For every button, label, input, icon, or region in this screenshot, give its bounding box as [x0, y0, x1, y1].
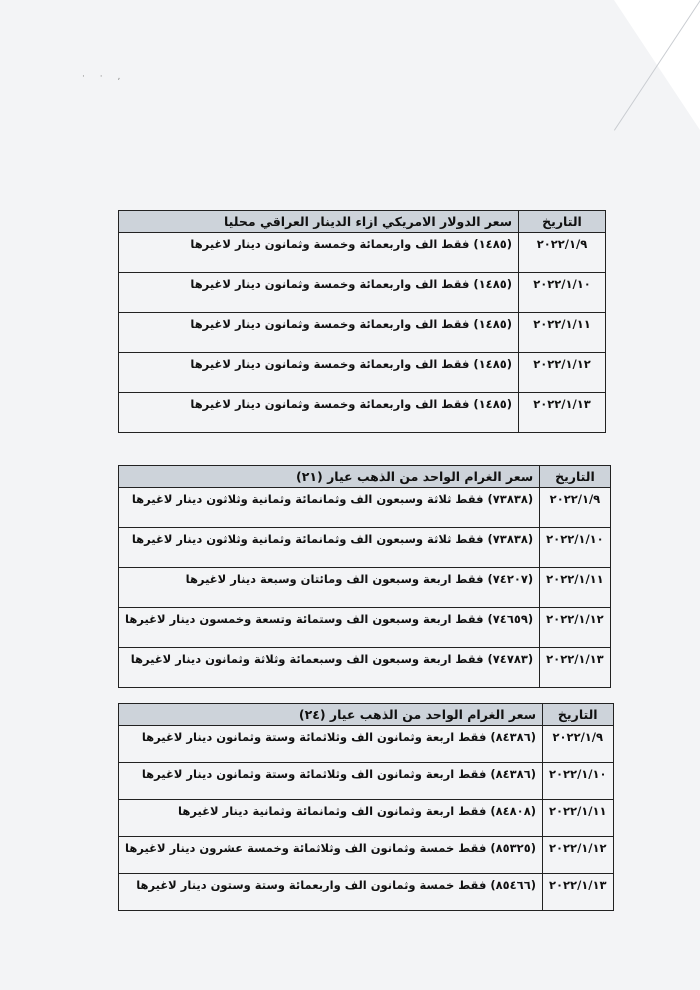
row-date: ٢٠٢٢/١/١٢ — [543, 837, 614, 874]
row-date: ٢٠٢٢/١/٩ — [543, 726, 614, 763]
row-price-text: (٨٤٨٠٨) فقط اربعة وثمانون الف وثمانمائة وثمانية دينار لاغيرها — [119, 800, 543, 837]
date-column-header: التاريخ — [543, 704, 614, 726]
row-date: ٢٠٢٢/١/٩ — [540, 488, 611, 528]
table-row — [119, 528, 611, 568]
row-price-text: (٧٤٢٠٧) فقط اربعة وسبعون الف ومائتان وسبعة دينار لاغيرها — [119, 568, 540, 608]
row-date: ٢٠٢٢/١/١١ — [540, 568, 611, 608]
table-title: سعر الدولار الامريكي ازاء الدينار العراقي محليا — [119, 211, 519, 233]
row-date: ٢٠٢٢/١/١٠ — [540, 528, 611, 568]
row-price-text: (١٤٨٥) فقط الف واربعمائة وخمسة وثمانون دينار لاغيرها — [119, 233, 519, 273]
row-price-text: (٨٥٤٦٦) فقط خمسة وثمانون الف واربعمائة وستة وستون دينار لاغيرها — [119, 874, 543, 911]
scan-specks: · · , — [82, 72, 127, 82]
row-price-text: (١٤٨٥) فقط الف واربعمائة وخمسة وثمانون دينار لاغيرها — [119, 313, 519, 353]
row-price-text: (٧٤٧٨٣) فقط اربعة وسبعون الف وسبعمائة وثلاثة وثمانون دينار لاغيرها — [119, 648, 540, 688]
table-title: سعر الغرام الواحد من الذهب عيار (٢٤) — [119, 704, 543, 726]
row-date: ٢٠٢٢/١/١٣ — [543, 874, 614, 911]
row-price-text: (١٤٨٥) فقط الف واربعمائة وخمسة وثمانون دينار لاغيرها — [119, 353, 519, 393]
row-price-text: (٨٤٣٨٦) فقط اربعة وثمانون الف وثلاثمائة وستة وثمانون دينار لاغيرها — [119, 726, 543, 763]
row-date: ٢٠٢٢/١/١٢ — [540, 608, 611, 648]
table-row — [119, 488, 611, 528]
table-row — [119, 273, 606, 313]
table-row — [119, 568, 611, 608]
row-price-text: (٨٤٣٨٦) فقط اربعة وثمانون الف وثلاثمائة وستة وثمانون دينار لاغيرها — [119, 763, 543, 800]
table-row — [119, 233, 606, 273]
table-row — [119, 608, 611, 648]
row-date: ٢٠٢٢/١/١١ — [543, 800, 614, 837]
gold-24-rate-table — [118, 703, 614, 911]
table-row — [119, 393, 606, 433]
row-date: ٢٠٢٢/١/١١ — [519, 313, 606, 353]
row-price-text: (١٤٨٥) فقط الف واربعمائة وخمسة وثمانون دينار لاغيرها — [119, 393, 519, 433]
date-column-header: التاريخ — [519, 211, 606, 233]
table-row — [119, 800, 614, 837]
table-header-row — [119, 704, 614, 726]
table-row — [119, 763, 614, 800]
table-row — [119, 648, 611, 688]
row-date: ٢٠٢٢/١/١٣ — [540, 648, 611, 688]
table-row — [119, 837, 614, 874]
row-date: ٢٠٢٢/١/٩ — [519, 233, 606, 273]
row-price-text: (١٤٨٥) فقط الف واربعمائة وخمسة وثمانون دينار لاغيرها — [119, 273, 519, 313]
table-title: سعر الغرام الواحد من الذهب عيار (٢١) — [119, 466, 540, 488]
row-price-text: (٨٥٣٢٥) فقط خمسة وثمانون الف وثلاثمائة وخمسة عشرون دينار لاغيرها — [119, 837, 543, 874]
row-price-text: (٧٣٨٣٨) فقط ثلاثة وسبعون الف وثمانمائة وثمانية وثلاثون دينار لاغيرها — [119, 488, 540, 528]
row-date: ٢٠٢٢/١/١٠ — [543, 763, 614, 800]
date-column-header: التاريخ — [540, 466, 611, 488]
table-row — [119, 353, 606, 393]
row-date: ٢٠٢٢/١/١٠ — [519, 273, 606, 313]
table-row — [119, 874, 614, 911]
usd-rate-table — [118, 210, 606, 433]
row-price-text: (٧٣٨٣٨) فقط ثلاثة وسبعون الف وثمانمائة وثمانية وثلاثون دينار لاغيرها — [119, 528, 540, 568]
row-date: ٢٠٢٢/١/١٢ — [519, 353, 606, 393]
row-price-text: (٧٤٦٥٩) فقط اربعة وسبعون الف وستمائة وتسعة وخمسون دينار لاغيرها — [119, 608, 540, 648]
table-row — [119, 726, 614, 763]
gold-21-rate-table — [118, 465, 611, 688]
table-header-row — [119, 211, 606, 233]
table-row — [119, 313, 606, 353]
table-header-row — [119, 466, 611, 488]
row-date: ٢٠٢٢/١/١٣ — [519, 393, 606, 433]
